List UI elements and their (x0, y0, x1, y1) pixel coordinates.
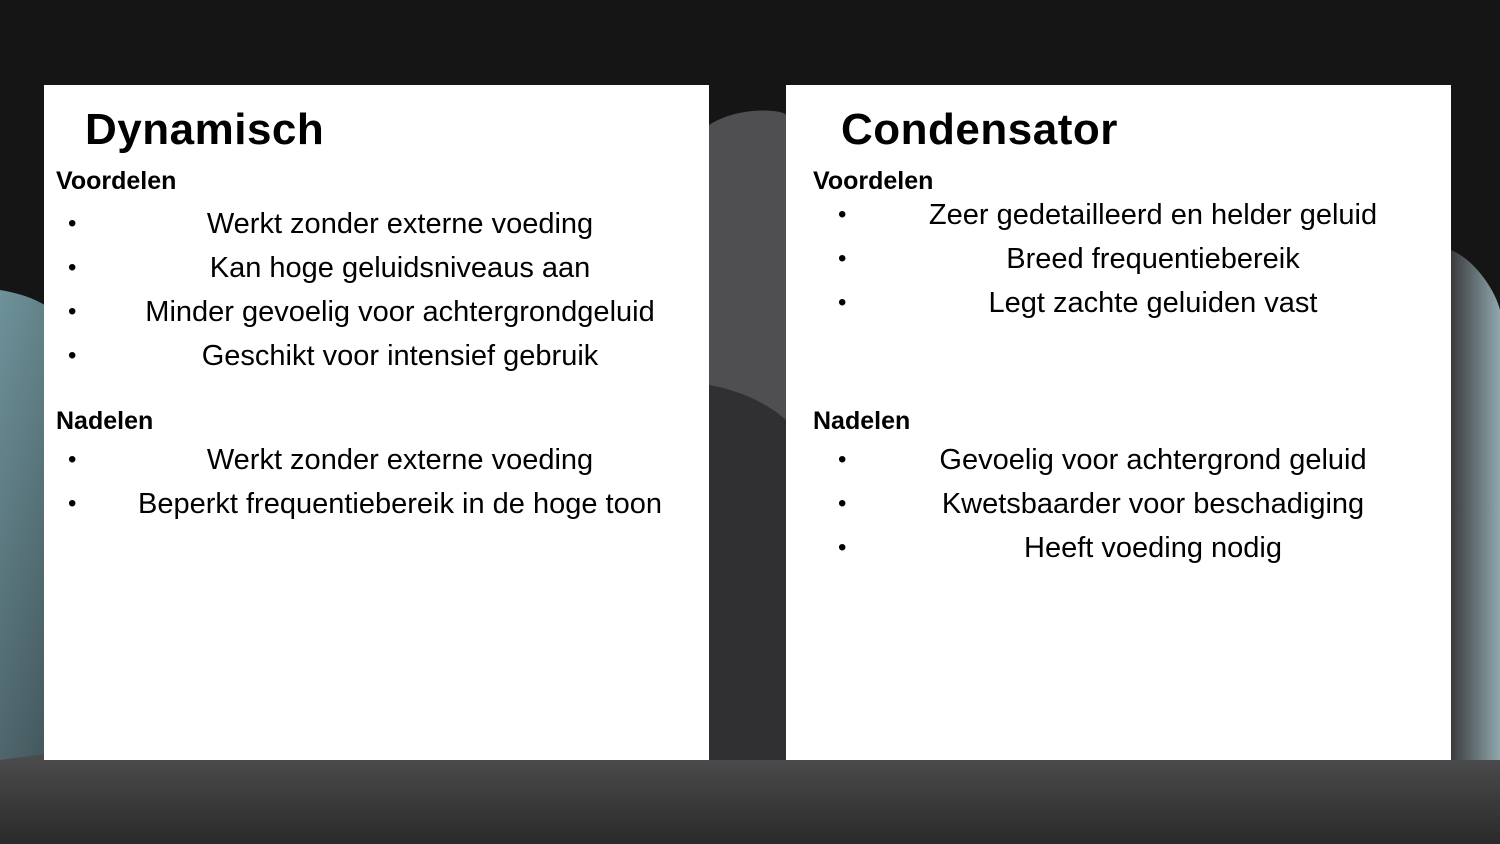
teal-wave-right (1451, 250, 1500, 760)
bullet-icon: • (68, 490, 77, 517)
list-item: • Minder gevoelig voor achtergrondgeluid (68, 290, 708, 334)
bullet-icon: • (68, 254, 77, 281)
list-item: • Zeer gedetailleerd en helder geluid (838, 193, 1438, 237)
bullet-icon: • (838, 534, 847, 561)
list-item: • Kan hoge geluidsniveaus aan (68, 246, 708, 290)
cons-label: Nadelen (56, 407, 154, 435)
pros-label: Voordelen (813, 167, 934, 195)
list-item: • Beperkt frequentiebereik in de hoge toon (68, 482, 708, 526)
cons-list (838, 438, 1438, 570)
list-item: • Werkt zonder externe voeding (68, 202, 708, 246)
bullet-icon: • (838, 289, 847, 316)
list-item: • Kwetsbaarder voor beschadiging (838, 482, 1438, 526)
bullet-icon: • (68, 342, 77, 369)
bullet-icon: • (68, 298, 77, 325)
bullet-icon: • (838, 245, 847, 272)
list-item: • Heeft voeding nodig (838, 526, 1438, 570)
condenser-mic-card (786, 85, 1451, 760)
gray-wave-middle-lower (709, 385, 786, 760)
bullet-icon: • (838, 490, 847, 517)
bullet-icon: • (838, 201, 847, 228)
dynamic-mic-card (44, 85, 709, 760)
card-title: Dynamisch (85, 105, 325, 154)
cons-list (68, 438, 708, 526)
gray-wave-middle (709, 111, 786, 420)
card-title: Condensator (841, 105, 1118, 154)
bullet-icon: • (68, 210, 77, 237)
list-item: • Geschikt voor intensief gebruik (68, 334, 708, 378)
pros-label: Voordelen (56, 167, 177, 195)
bullet-icon: • (68, 446, 77, 473)
pros-list (68, 202, 708, 378)
cons-label: Nadelen (813, 407, 911, 435)
list-item: • Legt zachte geluiden vast (838, 281, 1438, 325)
pros-list (838, 193, 1438, 325)
bullet-icon: • (838, 446, 847, 473)
list-item: • Werkt zonder externe voeding (68, 438, 708, 482)
list-item: • Breed frequentiebereik (838, 237, 1438, 281)
list-item: • Gevoelig voor achtergrond geluid (838, 438, 1438, 482)
